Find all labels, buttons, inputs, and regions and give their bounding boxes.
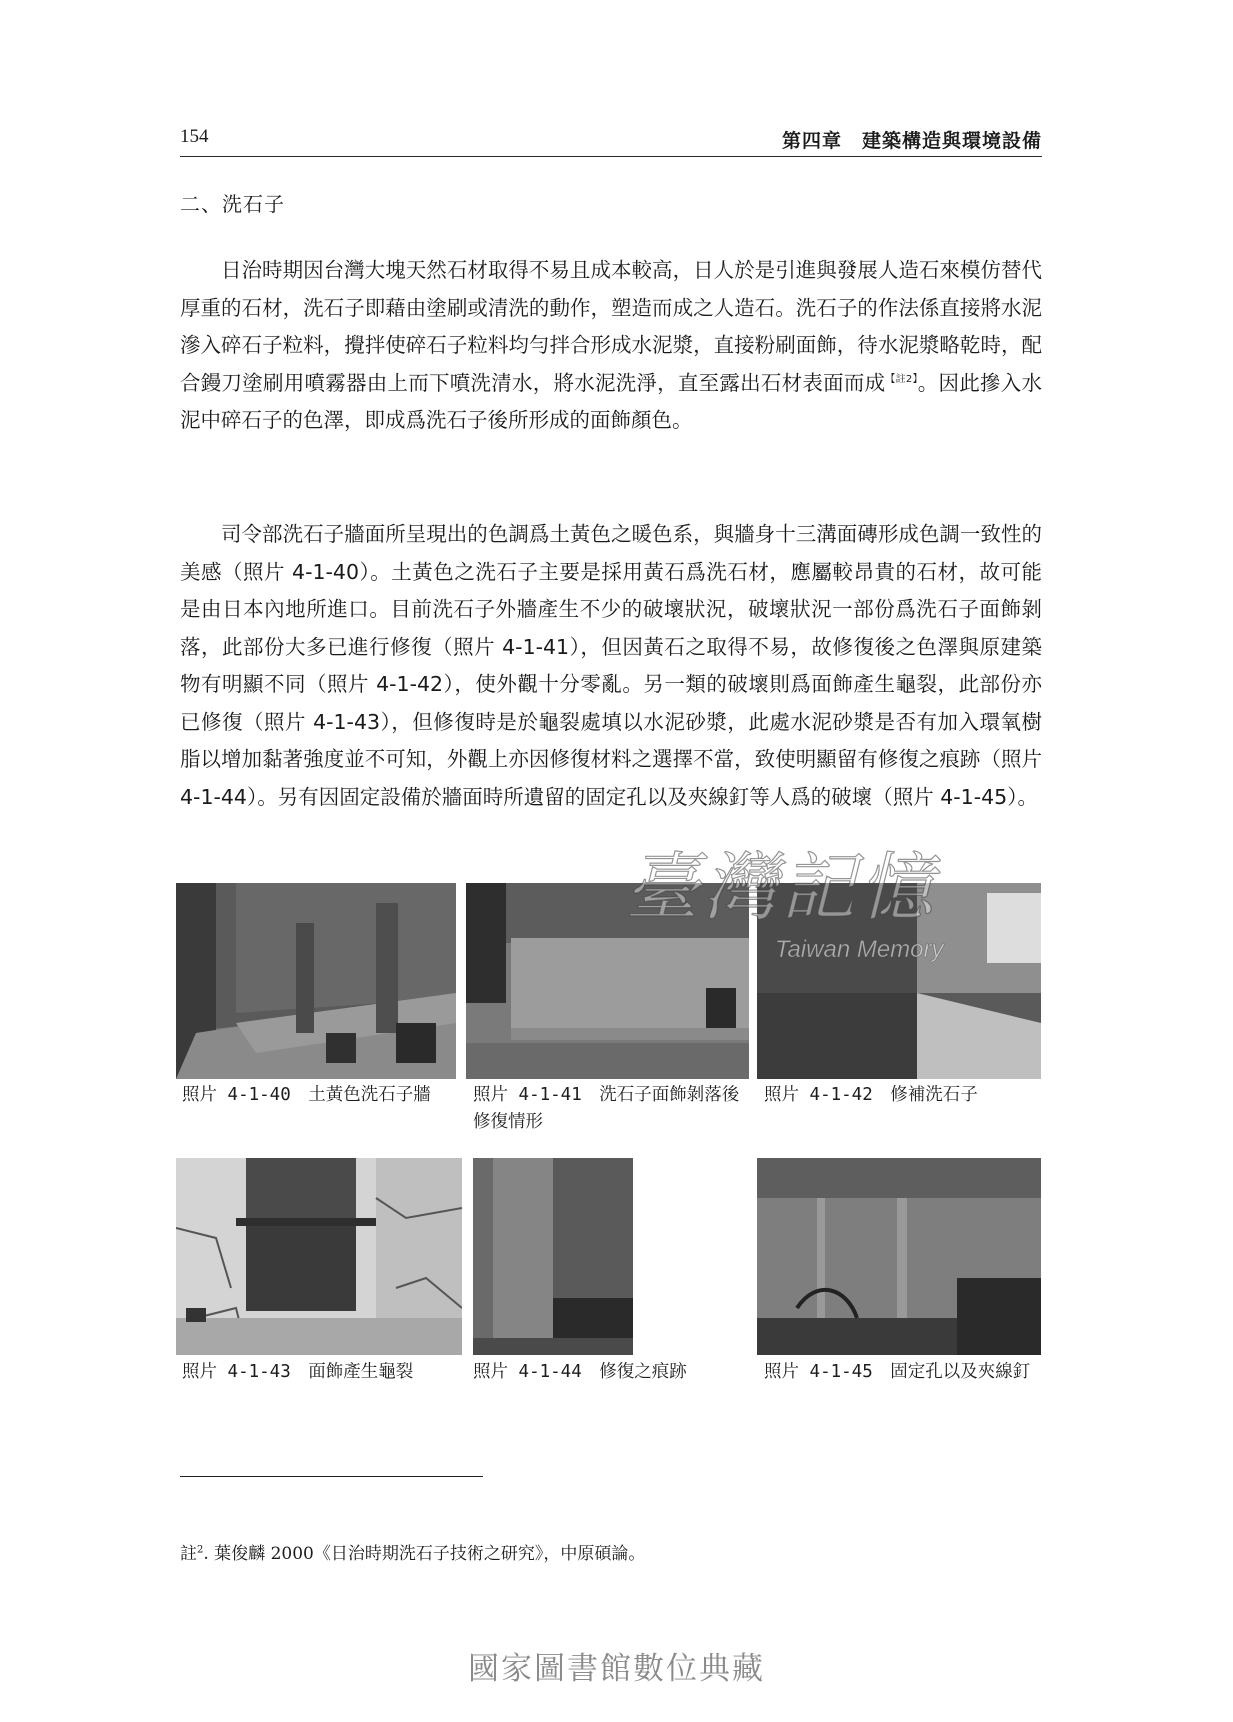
footnote-text: . 葉俊麟 2000《日治時期洗石子技術之研究》，中原碩論。	[203, 1544, 646, 1564]
caption-4-1-40: 照片 4-1-40 土黃色洗石子牆	[182, 1085, 431, 1105]
para1-text-b: 。因此摻入水泥中碎石子的色澤，即成爲洗石子後所形成的面飾顏色。	[180, 370, 1043, 432]
running-head	[180, 126, 1042, 157]
photo-4-1-45	[757, 1158, 1041, 1355]
para1-text-a: 日治時期因台灣大塊天然石材取得不易且成本較高，日人於是引進與發展人造石來模仿替代厚重的石材，洗石子即藉由塗刷或清洗的動作，塑造而成之人造石。洗石子的作法係直接將水泥滲入碎石子粒料，攪拌使碎石子粒料均勻拌合形成水泥漿，直接粉刷面飾，待水泥漿略乾時，配合鏝刀塗刷用噴霧器由上而下噴洗清水，將水泥洗淨，直至露出石材表面而成	[180, 258, 1042, 395]
caption-4-1-44: 照片 4-1-44 修復之痕跡	[473, 1362, 687, 1382]
caption-4-1-41: 照片 4-1-41 洗石子面飾剝落後修復情形	[473, 1085, 740, 1132]
page-number: 154	[180, 126, 209, 147]
section-heading: 二、洗石子	[180, 192, 285, 216]
body-paragraph-2: 司令部洗石子牆面所呈現出的色調爲土黃色之暖色系，與牆身十三溝面磚形成色調一致性的美感（照片 4-1-40）。土黃色之洗石子主要是採用黃石爲洗石材，應屬較昂貴的石材，故可能是由日本內地所進口。目前洗石子外牆產生不少的破壞狀況，破壞狀況一部份爲洗石子面飾剝落，此部份大多已進行修復（照片 4-1-41），但因黃石之取得不易，故修復後之色澤與原建築物有明顯不同（照片 4-1-42），使外觀十分零亂。另一類的破壞則爲面飾產生龜裂，此部份亦已修復（照片 4-1-43），但修復時是於龜裂處填以水泥砂漿，此處水泥砂漿是否有加入環氧樹脂以增加黏著強度並不可知，外觀上亦因修復材料之選擇不當，致使明顯留有修復之痕跡（照片 4-1-44）。另有因固定設備於牆面時所遺留的固定孔以及夾線釘等人爲的破壞（照片 4-1-45）。	[180, 522, 1042, 809]
caption-4-1-45: 照片 4-1-45 固定孔以及夾線釘	[764, 1362, 1031, 1382]
caption-4-1-42: 照片 4-1-42 修補洗石子	[764, 1085, 978, 1105]
footnote-number: 2	[197, 1544, 204, 1556]
photo-4-1-41	[466, 883, 749, 1079]
footnote-reference[interactable]: 【註2】	[885, 373, 918, 385]
photo-4-1-40	[176, 883, 456, 1079]
footnote	[180, 1539, 645, 1564]
footnote-marker: 註	[180, 1544, 197, 1564]
footnote-divider	[180, 1476, 483, 1477]
photo-4-1-42	[757, 883, 1041, 1079]
body-paragraph-1	[180, 252, 1042, 440]
watermark-english: Taiwan Memory	[775, 936, 944, 963]
photo-4-1-43	[176, 1158, 462, 1355]
photo-4-1-44	[473, 1158, 633, 1355]
library-stamp: 國家圖書館數位典藏	[468, 1651, 765, 1687]
watermark-chinese: 臺灣記憶	[625, 845, 937, 931]
caption-4-1-43: 照片 4-1-43 面飾產生龜裂	[182, 1362, 414, 1382]
chapter-title: 第四章 建築構造與環境設備	[781, 130, 1042, 152]
